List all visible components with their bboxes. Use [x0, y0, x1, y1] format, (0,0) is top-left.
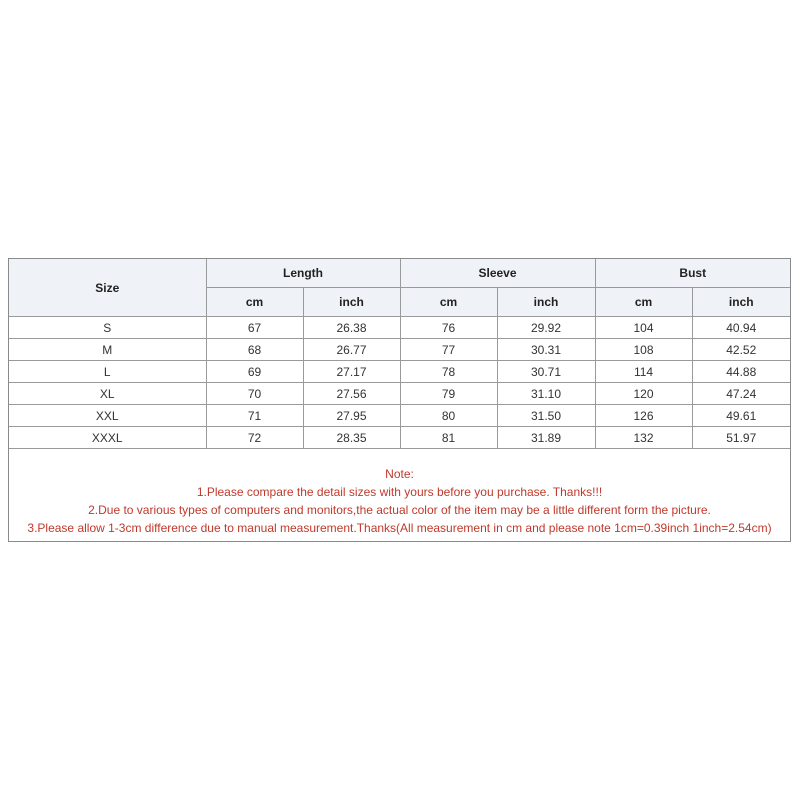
length-cm-cell: 70 [206, 383, 303, 405]
size-cell: M [9, 339, 206, 361]
bust-inch-cell: 49.61 [692, 405, 790, 427]
sleeve-cm-cell: 76 [400, 317, 497, 339]
bust-inch-cell: 47.24 [692, 383, 790, 405]
sleeve-inch-cell: 31.50 [497, 405, 595, 427]
sleeve-cm-cell: 77 [400, 339, 497, 361]
sleeve-cm-cell: 81 [400, 427, 497, 449]
sleeve-cm-cell: 78 [400, 361, 497, 383]
sleeve-inch-cell: 30.71 [497, 361, 595, 383]
sleeve-inch-cell: 31.10 [497, 383, 595, 405]
length-cm-cell: 69 [206, 361, 303, 383]
size-cell: XL [9, 383, 206, 405]
unit-header: cm [595, 288, 692, 317]
length-inch-cell: 28.35 [303, 427, 400, 449]
bust-cm-cell: 132 [595, 427, 692, 449]
size-cell: L [9, 361, 206, 383]
length-inch-cell: 27.17 [303, 361, 400, 383]
table-row [9, 405, 790, 427]
sleeve-cm-cell: 80 [400, 405, 497, 427]
length-inch-cell: 27.56 [303, 383, 400, 405]
bust-cm-cell: 104 [595, 317, 692, 339]
bust-inch-cell: 44.88 [692, 361, 790, 383]
bust-cm-cell: 120 [595, 383, 692, 405]
bust-inch-cell: 40.94 [692, 317, 790, 339]
table-body [9, 317, 790, 449]
unit-header: inch [497, 288, 595, 317]
bust-cm-cell: 114 [595, 361, 692, 383]
length-inch-cell: 27.95 [303, 405, 400, 427]
bust-cm-cell: 108 [595, 339, 692, 361]
size-table [9, 259, 790, 449]
table-row [9, 339, 790, 361]
sleeve-inch-cell: 29.92 [497, 317, 595, 339]
header-row-groups [9, 259, 790, 288]
length-cm-cell: 68 [206, 339, 303, 361]
sleeve-cm-cell: 79 [400, 383, 497, 405]
length-header: Length [206, 259, 400, 288]
sleeve-inch-cell: 30.31 [497, 339, 595, 361]
length-inch-cell: 26.38 [303, 317, 400, 339]
bust-cm-cell: 126 [595, 405, 692, 427]
length-cm-cell: 67 [206, 317, 303, 339]
sleeve-inch-cell: 31.89 [497, 427, 595, 449]
table-row [9, 361, 790, 383]
sleeve-header: Sleeve [400, 259, 595, 288]
size-header: Size [9, 259, 206, 317]
note-line-3: 3.Please allow 1-3cm difference due to manual measurement.Thanks(All measurement in cm and please note 1cm=0.39inch 1inch=2.54cm) [27, 521, 772, 535]
unit-header: inch [692, 288, 790, 317]
table-row [9, 427, 790, 449]
size-chart [8, 258, 791, 542]
unit-header: inch [303, 288, 400, 317]
bust-inch-cell: 51.97 [692, 427, 790, 449]
table-row [9, 317, 790, 339]
size-cell: S [9, 317, 206, 339]
note-title: Note: [385, 467, 414, 481]
length-inch-cell: 26.77 [303, 339, 400, 361]
bust-inch-cell: 42.52 [692, 339, 790, 361]
unit-header: cm [400, 288, 497, 317]
note-line-2: 2.Due to various types of computers and monitors,the actual color of the item may be a little different form the picture. [88, 503, 711, 517]
size-cell: XXL [9, 405, 206, 427]
unit-header: cm [206, 288, 303, 317]
length-cm-cell: 72 [206, 427, 303, 449]
size-cell: XXXL [9, 427, 206, 449]
notes-section [9, 449, 790, 537]
table-row [9, 383, 790, 405]
length-cm-cell: 71 [206, 405, 303, 427]
note-line-1: 1.Please compare the detail sizes with yours before you purchase. Thanks!!! [196, 485, 603, 499]
bust-header: Bust [595, 259, 790, 288]
